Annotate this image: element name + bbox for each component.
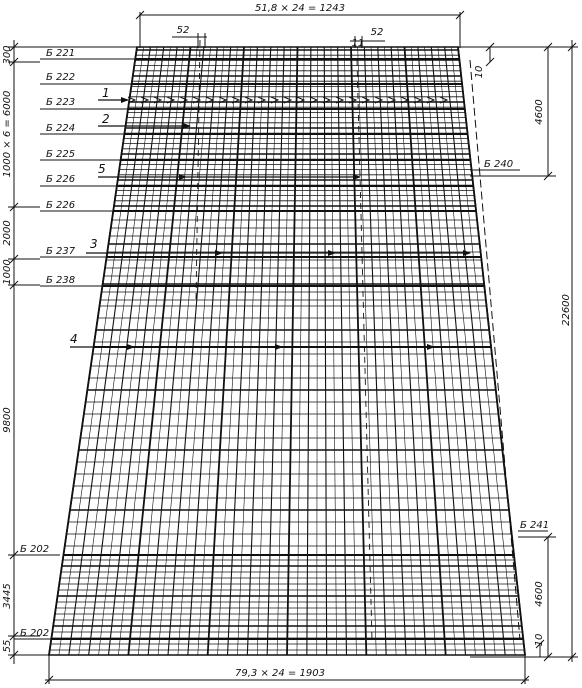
right-dim-4600-top: 4600 [534,99,545,125]
right-dim-10-top: 10 [474,65,485,79]
label-b202-first: Б 202 [20,544,50,555]
label-b221: Б 221 [46,48,76,59]
bottom-dimension-label: 79,3 × 24 = 1903 [235,668,325,679]
top-spacing-small-label: 11 [351,38,365,49]
label-b240: Б 240 [484,159,514,170]
top-dimension-label: 51,8 × 24 = 1243 [255,3,345,14]
left-dim-1000x6: 1000 × 6 = 6000 [2,90,13,178]
label-b202-second: Б 202 [20,628,50,639]
right-dim-10-bottom: 10 [534,633,545,647]
label-b222: Б 222 [46,72,76,83]
left-dim-3445: 3445 [2,583,13,609]
label-b225: Б 225 [46,149,76,160]
callout-1: 1 [102,86,110,100]
left-dim-55: 55 [2,639,13,653]
label-b226-first: Б 226 [46,174,76,185]
right-dim-4600-bottom: 4600 [534,581,545,607]
left-dim-1000: 1000 [2,259,13,285]
label-b224: Б 224 [46,123,76,134]
right-label-leaders [470,170,548,531]
left-dim-300: 300 [2,45,13,65]
left-dim-2000: 2000 [2,220,13,246]
label-b241: Б 241 [520,520,550,531]
label-b226-second: Б 226 [46,200,76,211]
right-dim-22600: 22600 [561,294,572,326]
left-dim-9800: 9800 [2,407,13,433]
callout-3: 3 [90,237,98,251]
callout-2: 2 [102,112,110,126]
label-b237: Б 237 [46,246,76,257]
label-b238: Б 238 [46,275,76,286]
top-spacing-left-label: 52 [176,25,190,36]
label-b223: Б 223 [46,97,76,108]
callout-5: 5 [98,162,106,176]
top-spacing-right-label: 52 [370,27,384,38]
callout-4: 4 [70,332,78,346]
